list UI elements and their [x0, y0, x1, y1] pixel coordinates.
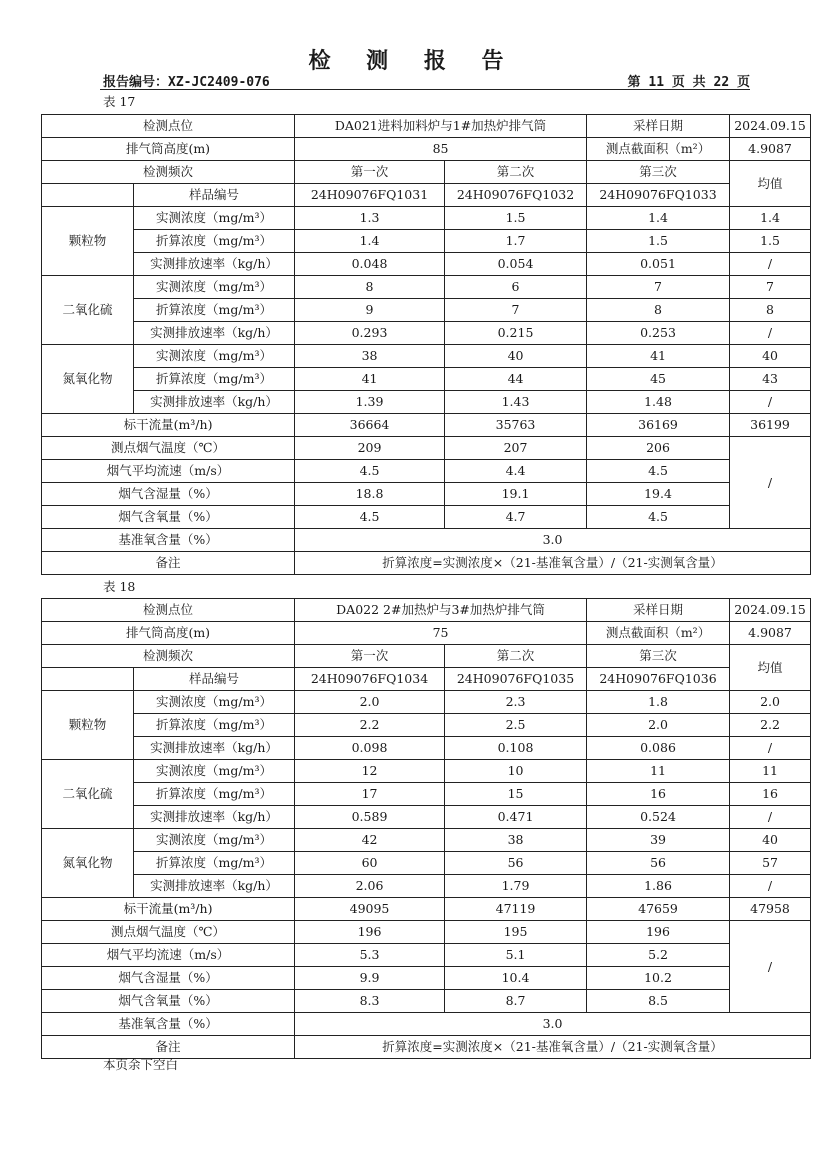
value-cell: 40	[445, 345, 587, 368]
value-cell: 4.7	[445, 506, 587, 529]
footer-note: 本页余下空白	[103, 1057, 179, 1072]
value-cell: 8.3	[295, 990, 445, 1013]
value-cell: 207	[445, 437, 587, 460]
label-measured: 实测浓度（mg/m³）	[134, 829, 295, 852]
value-cell: /	[730, 391, 811, 414]
value-cell: 4.5	[587, 460, 730, 483]
table-18-label: 表 18	[103, 579, 136, 594]
value-cell: 0.108	[445, 737, 587, 760]
label-area: 测点截面积（m²）	[587, 622, 730, 645]
value-cell: 5.2	[587, 944, 730, 967]
value-cell: 1.5	[730, 230, 811, 253]
value-cell: 10.4	[445, 967, 587, 990]
value-cell: /	[730, 875, 811, 898]
value-cell: 10.2	[587, 967, 730, 990]
label-remarks: 备注	[42, 1036, 295, 1059]
label-frequency: 检测频次	[42, 645, 295, 668]
value-cell: 8.5	[587, 990, 730, 1013]
value-cell: 1.79	[445, 875, 587, 898]
value-cell: 7	[587, 276, 730, 299]
value-cell: 1.8	[587, 691, 730, 714]
value-cell: 40	[730, 829, 811, 852]
area-value: 4.9087	[730, 622, 811, 645]
area-value: 4.9087	[730, 138, 811, 161]
flow-value: 47659	[587, 898, 730, 921]
value-cell: 19.4	[587, 483, 730, 506]
value-cell: 16	[730, 783, 811, 806]
value-cell: 1.3	[295, 207, 445, 230]
value-cell: /	[730, 737, 811, 760]
value-cell: 1.43	[445, 391, 587, 414]
pollutant-so2: 二氧化硫	[42, 276, 134, 345]
label-rate: 实测排放速率（kg/h）	[134, 737, 295, 760]
value-cell: 195	[445, 921, 587, 944]
label-second: 第二次	[445, 645, 587, 668]
value-cell: 2.06	[295, 875, 445, 898]
label-average: 均值	[730, 645, 811, 691]
pollutant-nox: 氮氧化物	[42, 345, 134, 414]
inspection-table-0	[41, 114, 811, 575]
value-cell: 40	[730, 345, 811, 368]
value-cell: 11	[730, 760, 811, 783]
label-sample-no: 样品编号	[134, 184, 295, 207]
value-cell: 10	[445, 760, 587, 783]
header-rule	[100, 89, 750, 90]
pollutant-nox: 氮氧化物	[42, 829, 134, 898]
flow-value: 36169	[587, 414, 730, 437]
label-measured: 实测浓度（mg/m³）	[134, 207, 295, 230]
label-first: 第一次	[295, 161, 445, 184]
label-area: 测点截面积（m²）	[587, 138, 730, 161]
label-date: 采样日期	[587, 115, 730, 138]
value-cell: /	[730, 806, 811, 829]
sample-no: 24H09076FQ1034	[295, 668, 445, 691]
value-cell: 2.3	[445, 691, 587, 714]
value-cell: 2.0	[295, 691, 445, 714]
value-cell: 4.5	[295, 460, 445, 483]
stack-height-value: 75	[295, 622, 587, 645]
label-converted: 折算浓度（mg/m³）	[134, 368, 295, 391]
value-cell: 0.471	[445, 806, 587, 829]
value-cell: 2.2	[730, 714, 811, 737]
label-date: 采样日期	[587, 599, 730, 622]
label-remarks: 备注	[42, 552, 295, 575]
report-number: 报告编号：XZ-JC2409-076	[103, 75, 270, 90]
label-measured: 实测浓度（mg/m³）	[134, 345, 295, 368]
sample-no: 24H09076FQ1033	[587, 184, 730, 207]
label-flow: 标干流量(m³/h)	[42, 414, 295, 437]
value-cell: 0.215	[445, 322, 587, 345]
value-cell: 38	[445, 829, 587, 852]
value-cell: 38	[295, 345, 445, 368]
label-point: 检测点位	[42, 599, 295, 622]
label-converted: 折算浓度（mg/m³）	[134, 299, 295, 322]
label-measured: 实测浓度（mg/m³）	[134, 760, 295, 783]
date-value: 2024.09.15	[730, 599, 811, 622]
value-cell: 1.5	[587, 230, 730, 253]
label-rate: 实测排放速率（kg/h）	[134, 391, 295, 414]
label-temp: 测点烟气温度（℃）	[42, 921, 295, 944]
value-cell: 1.4	[587, 207, 730, 230]
value-cell: 11	[587, 760, 730, 783]
value-cell: 57	[730, 852, 811, 875]
pollutant-particulate: 颗粒物	[42, 691, 134, 760]
value-cell: 0.048	[295, 253, 445, 276]
value-cell: 15	[445, 783, 587, 806]
label-ref-oxygen: 基准氧含量（%）	[42, 1013, 295, 1036]
value-cell: 56	[587, 852, 730, 875]
ref-oxygen-value: 3.0	[295, 529, 811, 552]
flow-value: 36664	[295, 414, 445, 437]
label-converted: 折算浓度（mg/m³）	[134, 852, 295, 875]
label-measured: 实测浓度（mg/m³）	[134, 276, 295, 299]
value-cell: 5.1	[445, 944, 587, 967]
label-first: 第一次	[295, 645, 445, 668]
value-cell: 0.253	[587, 322, 730, 345]
value-cell: 44	[445, 368, 587, 391]
label-flow: 标干流量(m³/h)	[42, 898, 295, 921]
label-velocity: 烟气平均流速（m/s）	[42, 460, 295, 483]
value-cell: 4.5	[587, 506, 730, 529]
value-cell: 7	[445, 299, 587, 322]
value-cell: 17	[295, 783, 445, 806]
value-cell: 1.4	[730, 207, 811, 230]
label-measured: 实测浓度（mg/m³）	[134, 691, 295, 714]
value-cell: 1.4	[295, 230, 445, 253]
flow-value: 36199	[730, 414, 811, 437]
label-rate: 实测排放速率（kg/h）	[134, 253, 295, 276]
inspection-table-1	[41, 598, 811, 1059]
flow-value: 35763	[445, 414, 587, 437]
value-cell: 41	[295, 368, 445, 391]
value-cell: 0.524	[587, 806, 730, 829]
label-converted: 折算浓度（mg/m³）	[134, 783, 295, 806]
flow-value: 47958	[730, 898, 811, 921]
merged-slash: /	[730, 437, 811, 529]
value-cell: 18.8	[295, 483, 445, 506]
value-cell: 9.9	[295, 967, 445, 990]
value-cell: 2.2	[295, 714, 445, 737]
value-cell: 2.5	[445, 714, 587, 737]
label-ref-oxygen: 基准氧含量（%）	[42, 529, 295, 552]
label-oxygen: 烟气含氧量（%）	[42, 990, 295, 1013]
value-cell: 5.3	[295, 944, 445, 967]
label-oxygen: 烟气含氧量（%）	[42, 506, 295, 529]
value-cell: 1.5	[445, 207, 587, 230]
merged-slash: /	[730, 921, 811, 1013]
value-cell: 0.098	[295, 737, 445, 760]
value-cell: 12	[295, 760, 445, 783]
value-cell: 6	[445, 276, 587, 299]
value-cell: 0.054	[445, 253, 587, 276]
label-average: 均值	[730, 161, 811, 207]
date-value: 2024.09.15	[730, 115, 811, 138]
label-converted: 折算浓度（mg/m³）	[134, 230, 295, 253]
value-cell: 1.48	[587, 391, 730, 414]
label-point: 检测点位	[42, 115, 295, 138]
value-cell: 8	[295, 276, 445, 299]
label-converted: 折算浓度（mg/m³）	[134, 714, 295, 737]
ref-oxygen-value: 3.0	[295, 1013, 811, 1036]
value-cell: 1.86	[587, 875, 730, 898]
value-cell: 206	[587, 437, 730, 460]
value-cell: 43	[730, 368, 811, 391]
value-cell: 2.0	[587, 714, 730, 737]
label-frequency: 检测频次	[42, 161, 295, 184]
label-stack-height: 排气筒高度(m)	[42, 138, 295, 161]
value-cell: 39	[587, 829, 730, 852]
label-moisture: 烟气含湿量（%）	[42, 483, 295, 506]
pollutant-particulate: 颗粒物	[42, 207, 134, 276]
value-cell: 209	[295, 437, 445, 460]
value-cell: 0.051	[587, 253, 730, 276]
value-cell: 42	[295, 829, 445, 852]
value-cell: 8	[587, 299, 730, 322]
flow-value: 47119	[445, 898, 587, 921]
value-cell: 19.1	[445, 483, 587, 506]
remarks-formula: 折算浓度=实测浓度×（21-基准氧含量）/（21-实测氧含量）	[295, 552, 811, 575]
stack-height-value: 85	[295, 138, 587, 161]
value-cell: /	[730, 253, 811, 276]
blank-cell	[42, 668, 134, 691]
point-value: DA021进料加料炉与1#加热炉排气筒	[295, 115, 587, 138]
label-second: 第二次	[445, 161, 587, 184]
flow-value: 49095	[295, 898, 445, 921]
label-third: 第三次	[587, 645, 730, 668]
table-17-label: 表 17	[103, 94, 136, 109]
value-cell: 0.086	[587, 737, 730, 760]
value-cell: 16	[587, 783, 730, 806]
sample-no: 24H09076FQ1032	[445, 184, 587, 207]
value-cell: 9	[295, 299, 445, 322]
value-cell: /	[730, 322, 811, 345]
sample-no: 24H09076FQ1035	[445, 668, 587, 691]
value-cell: 45	[587, 368, 730, 391]
value-cell: 4.4	[445, 460, 587, 483]
label-rate: 实测排放速率（kg/h）	[134, 806, 295, 829]
value-cell: 4.5	[295, 506, 445, 529]
value-cell: 196	[295, 921, 445, 944]
value-cell: 2.0	[730, 691, 811, 714]
blank-cell	[42, 184, 134, 207]
point-value: DA022 2#加热炉与3#加热炉排气筒	[295, 599, 587, 622]
value-cell: 1.39	[295, 391, 445, 414]
label-moisture: 烟气含湿量（%）	[42, 967, 295, 990]
value-cell: 0.589	[295, 806, 445, 829]
value-cell: 60	[295, 852, 445, 875]
page-indicator: 第 11 页 共 22 页	[627, 75, 750, 90]
label-temp: 测点烟气温度（℃）	[42, 437, 295, 460]
label-rate: 实测排放速率（kg/h）	[134, 875, 295, 898]
value-cell: 56	[445, 852, 587, 875]
label-velocity: 烟气平均流速（m/s）	[42, 944, 295, 967]
pollutant-so2: 二氧化硫	[42, 760, 134, 829]
remarks-formula: 折算浓度=实测浓度×（21-基准氧含量）/（21-实测氧含量）	[295, 1036, 811, 1059]
value-cell: 41	[587, 345, 730, 368]
value-cell: 196	[587, 921, 730, 944]
value-cell: 7	[730, 276, 811, 299]
sample-no: 24H09076FQ1036	[587, 668, 730, 691]
label-stack-height: 排气筒高度(m)	[42, 622, 295, 645]
value-cell: 8	[730, 299, 811, 322]
label-third: 第三次	[587, 161, 730, 184]
label-sample-no: 样品编号	[134, 668, 295, 691]
value-cell: 8.7	[445, 990, 587, 1013]
label-rate: 实测排放速率（kg/h）	[134, 322, 295, 345]
sample-no: 24H09076FQ1031	[295, 184, 445, 207]
value-cell: 1.7	[445, 230, 587, 253]
value-cell: 0.293	[295, 322, 445, 345]
report-title: 检 测 报 告	[308, 48, 518, 74]
